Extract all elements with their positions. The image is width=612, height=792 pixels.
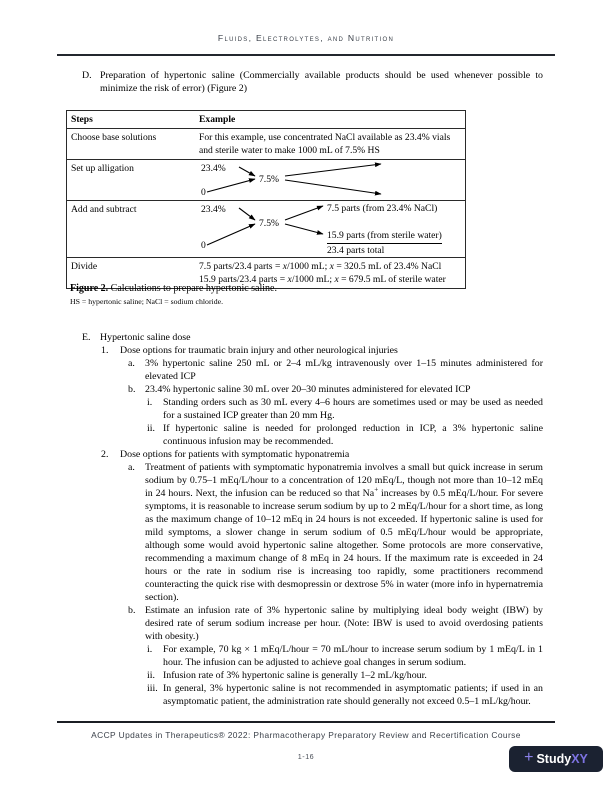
col-header-steps: Steps <box>71 114 93 125</box>
outline-text: For example, 70 kg × 1 mEq/L/hour = 70 mL/hour to increase serum sodium by 1 mEq/L in 1 hour. The infusion can be adjusted to achieve goal changes in serum sodium. <box>163 644 543 668</box>
table-row <box>67 128 465 159</box>
equation-text: = 679.5 mL of sterile water <box>338 274 446 285</box>
step-divide: Divide <box>71 261 98 272</box>
table-row <box>67 159 465 200</box>
section-d <box>0 69 612 95</box>
parts-from-sterile-water: 15.9 parts (from sterile water) <box>327 229 442 244</box>
outline-item-2 <box>0 448 612 461</box>
alligation-arrows <box>199 162 464 198</box>
example-alligation-diagram <box>197 160 465 200</box>
outline-label: ii. <box>147 670 155 681</box>
col-header-example: Example <box>199 114 236 125</box>
outline-item-1 <box>0 344 612 357</box>
outline-text: In general, 3% hypertonic saline is not recommended in asymptomatic patients; if used in an asymptomatic patient, the administration rate should generally not exceed 0.5–1 mL/kg/hour. <box>163 683 543 707</box>
outline-item-1b-i <box>0 396 612 422</box>
parts-total: 23.4 parts total <box>327 245 385 256</box>
outline-item-2b <box>0 604 612 643</box>
alligation-bottom-left-value: 0 <box>201 187 206 198</box>
outline-text: Hypertonic saline dose <box>100 332 191 343</box>
table-header-row <box>67 111 465 128</box>
studyxy-logo <box>509 746 603 772</box>
brand-study-text: Study <box>536 752 572 766</box>
figure-caption <box>70 283 277 294</box>
outline-item-2b-i <box>0 643 612 669</box>
equation-text: /1000 mL; <box>291 274 335 285</box>
brand-xy-text: XY <box>571 752 588 766</box>
header-rule <box>57 54 555 56</box>
variable-x: x <box>329 261 334 272</box>
outline-label: a. <box>128 462 135 473</box>
plus-icon: + <box>524 749 534 766</box>
outline-item-2b-iii <box>0 682 612 708</box>
outline-label: 1. <box>101 345 109 356</box>
outline-item-2a <box>0 461 612 604</box>
parts-from-nacl: 7.5 parts (from 23.4% NaCl) <box>327 203 438 214</box>
alligation-center-value: 7.5% <box>259 174 279 185</box>
page-number: 1-16 <box>297 752 315 761</box>
example-add-subtract-diagram <box>197 201 465 257</box>
outline-item-2b-ii <box>0 669 612 682</box>
outline-text <box>145 461 543 604</box>
figure-footnote: HS = hypertonic saline; NaCl = sodium chloride. <box>70 297 224 306</box>
example-choose-base: For this example, use concentrated NaCl available as 23.4% vials and sterile water to make 1000 mL of 7.5% HS <box>199 132 451 156</box>
outline-label: ii. <box>147 423 155 434</box>
paragraph-segment: Treatment of patients with symptomatic hyponatremia involves a small but quick increase in serum sodium by 0.75–1 mEq/L/hour to a concentration of 120 mEq/L, though not more than 10–12 mEq in 24 hours. Next, the infusion can be reduced so that Na <box>145 462 543 499</box>
outline-text: If hypertonic saline is needed for prolonged reduction in ICP, a 3% hypertonic saline continuous infusion may be recommended. <box>163 423 543 447</box>
step-add-subtract: Add and subtract <box>71 204 137 215</box>
outline-label: i. <box>147 644 153 655</box>
outline-item-e <box>0 331 612 344</box>
variable-x: x <box>282 261 288 272</box>
alligation-top-left-value: 23.4% <box>201 163 226 174</box>
outline-label: i. <box>147 397 153 408</box>
divide-equation-1 <box>199 260 461 273</box>
variable-x: x <box>287 274 292 285</box>
section-d-label: D. <box>82 70 92 81</box>
outline-text: Estimate an infusion rate of 3% hypertonic saline by multiplying ideal body weight (IBW) by desired rate of serum sodium increase per hour. (Note: IBW is used to avoid overdosing patients with obesity.) <box>145 605 543 642</box>
alligation-top-left-value: 23.4% <box>201 204 226 215</box>
equation-text: 7.5 parts/23.4 parts = <box>199 261 283 272</box>
footer-rule <box>57 721 555 723</box>
brand-wordmark <box>536 750 587 768</box>
alligation-center-value: 7.5% <box>259 218 279 229</box>
outline-label: b. <box>128 605 136 616</box>
paragraph-segment: increases by 0.5 mEq/L/hour. For severe symptoms, it is reasonable to increase serum sodium by up to 2 mEq/L/hour for a short time, as long as the maximum change of 10–12 mEq in 24 hours is not exceeded. If hypertonic saline is used for mild symptoms, a slower change in serum sodium of 0.5 mEq/L/hour would be appropriate, although some would avoid hypertonic saline altogether. Some protocols are more conservative, recommending a maximum change of 8 mEq in 24 hours. If the maximum rate is exceeded in 24 hours or the rate in sodium rise is increasing too rapidly, some practitioners recommend counteracting the quick rise with desmopressin or dextrose 5% in water (more info in hypernatremia section). <box>145 488 543 603</box>
variable-x: x <box>334 274 339 285</box>
outline-item-1b-ii <box>0 422 612 448</box>
footer-course-title: ACCP Updates in Therapeutics® 2022: Pharmacotherapy Preparatory Review and Recertification Course <box>91 730 521 740</box>
equation-text: 15.9 parts/23.4 parts = <box>199 274 288 285</box>
outline-text: Dose options for traumatic brain injury and other neurological injuries <box>120 345 398 356</box>
figure-caption-text: Calculations to prepare hypertonic saline. <box>108 283 277 294</box>
outline-text: Standing orders such as 30 mL every 4–6 hours are sometimes used or may be used as needed for a sustained ICP greater than 20 mm Hg. <box>163 397 543 421</box>
alligation-bottom-left-value: 0 <box>201 240 206 251</box>
outline-label: a. <box>128 358 135 369</box>
figure-caption-label: Figure 2. <box>70 283 109 294</box>
section-d-text: Preparation of hypertonic saline (Commercially available products should be used whenever possible to minimize the risk of error) (Figure 2) <box>100 70 543 94</box>
outline-item-1a <box>0 357 612 383</box>
outline-text: Dose options for patients with symptomatic hyponatremia <box>120 449 350 460</box>
figure2-table <box>66 110 466 289</box>
sodium-superscript: + <box>374 485 379 494</box>
outline-label: 2. <box>101 449 109 460</box>
outline-text: 23.4% hypertonic saline 30 mL over 20–30 minutes administered for elevated ICP <box>145 384 471 395</box>
alligation-diagram <box>199 162 461 198</box>
page-header-title: Fluids, Electrolytes, and Nutrition <box>217 33 395 43</box>
step-choose-base: Choose base solutions <box>71 132 157 143</box>
outline-label: E. <box>82 332 91 343</box>
step-set-up-alligation: Set up alligation <box>71 163 134 174</box>
outline-label: iii. <box>147 683 158 694</box>
alligation-diagram-with-parts <box>199 203 461 255</box>
section-e <box>0 331 612 708</box>
table-row <box>67 200 465 257</box>
equation-text: = 320.5 mL of 23.4% NaCl <box>333 261 442 272</box>
outline-item-1b <box>0 383 612 396</box>
outline-label: b. <box>128 384 136 395</box>
outline-text: Infusion rate of 3% hypertonic saline is generally 1–2 mL/kg/hour. <box>163 670 427 681</box>
equation-text: /1000 mL; <box>287 261 330 272</box>
outline-text: 3% hypertonic saline 250 mL or 2–4 mL/kg intravenously over 1–15 minutes administered for elevated ICP <box>145 358 543 382</box>
